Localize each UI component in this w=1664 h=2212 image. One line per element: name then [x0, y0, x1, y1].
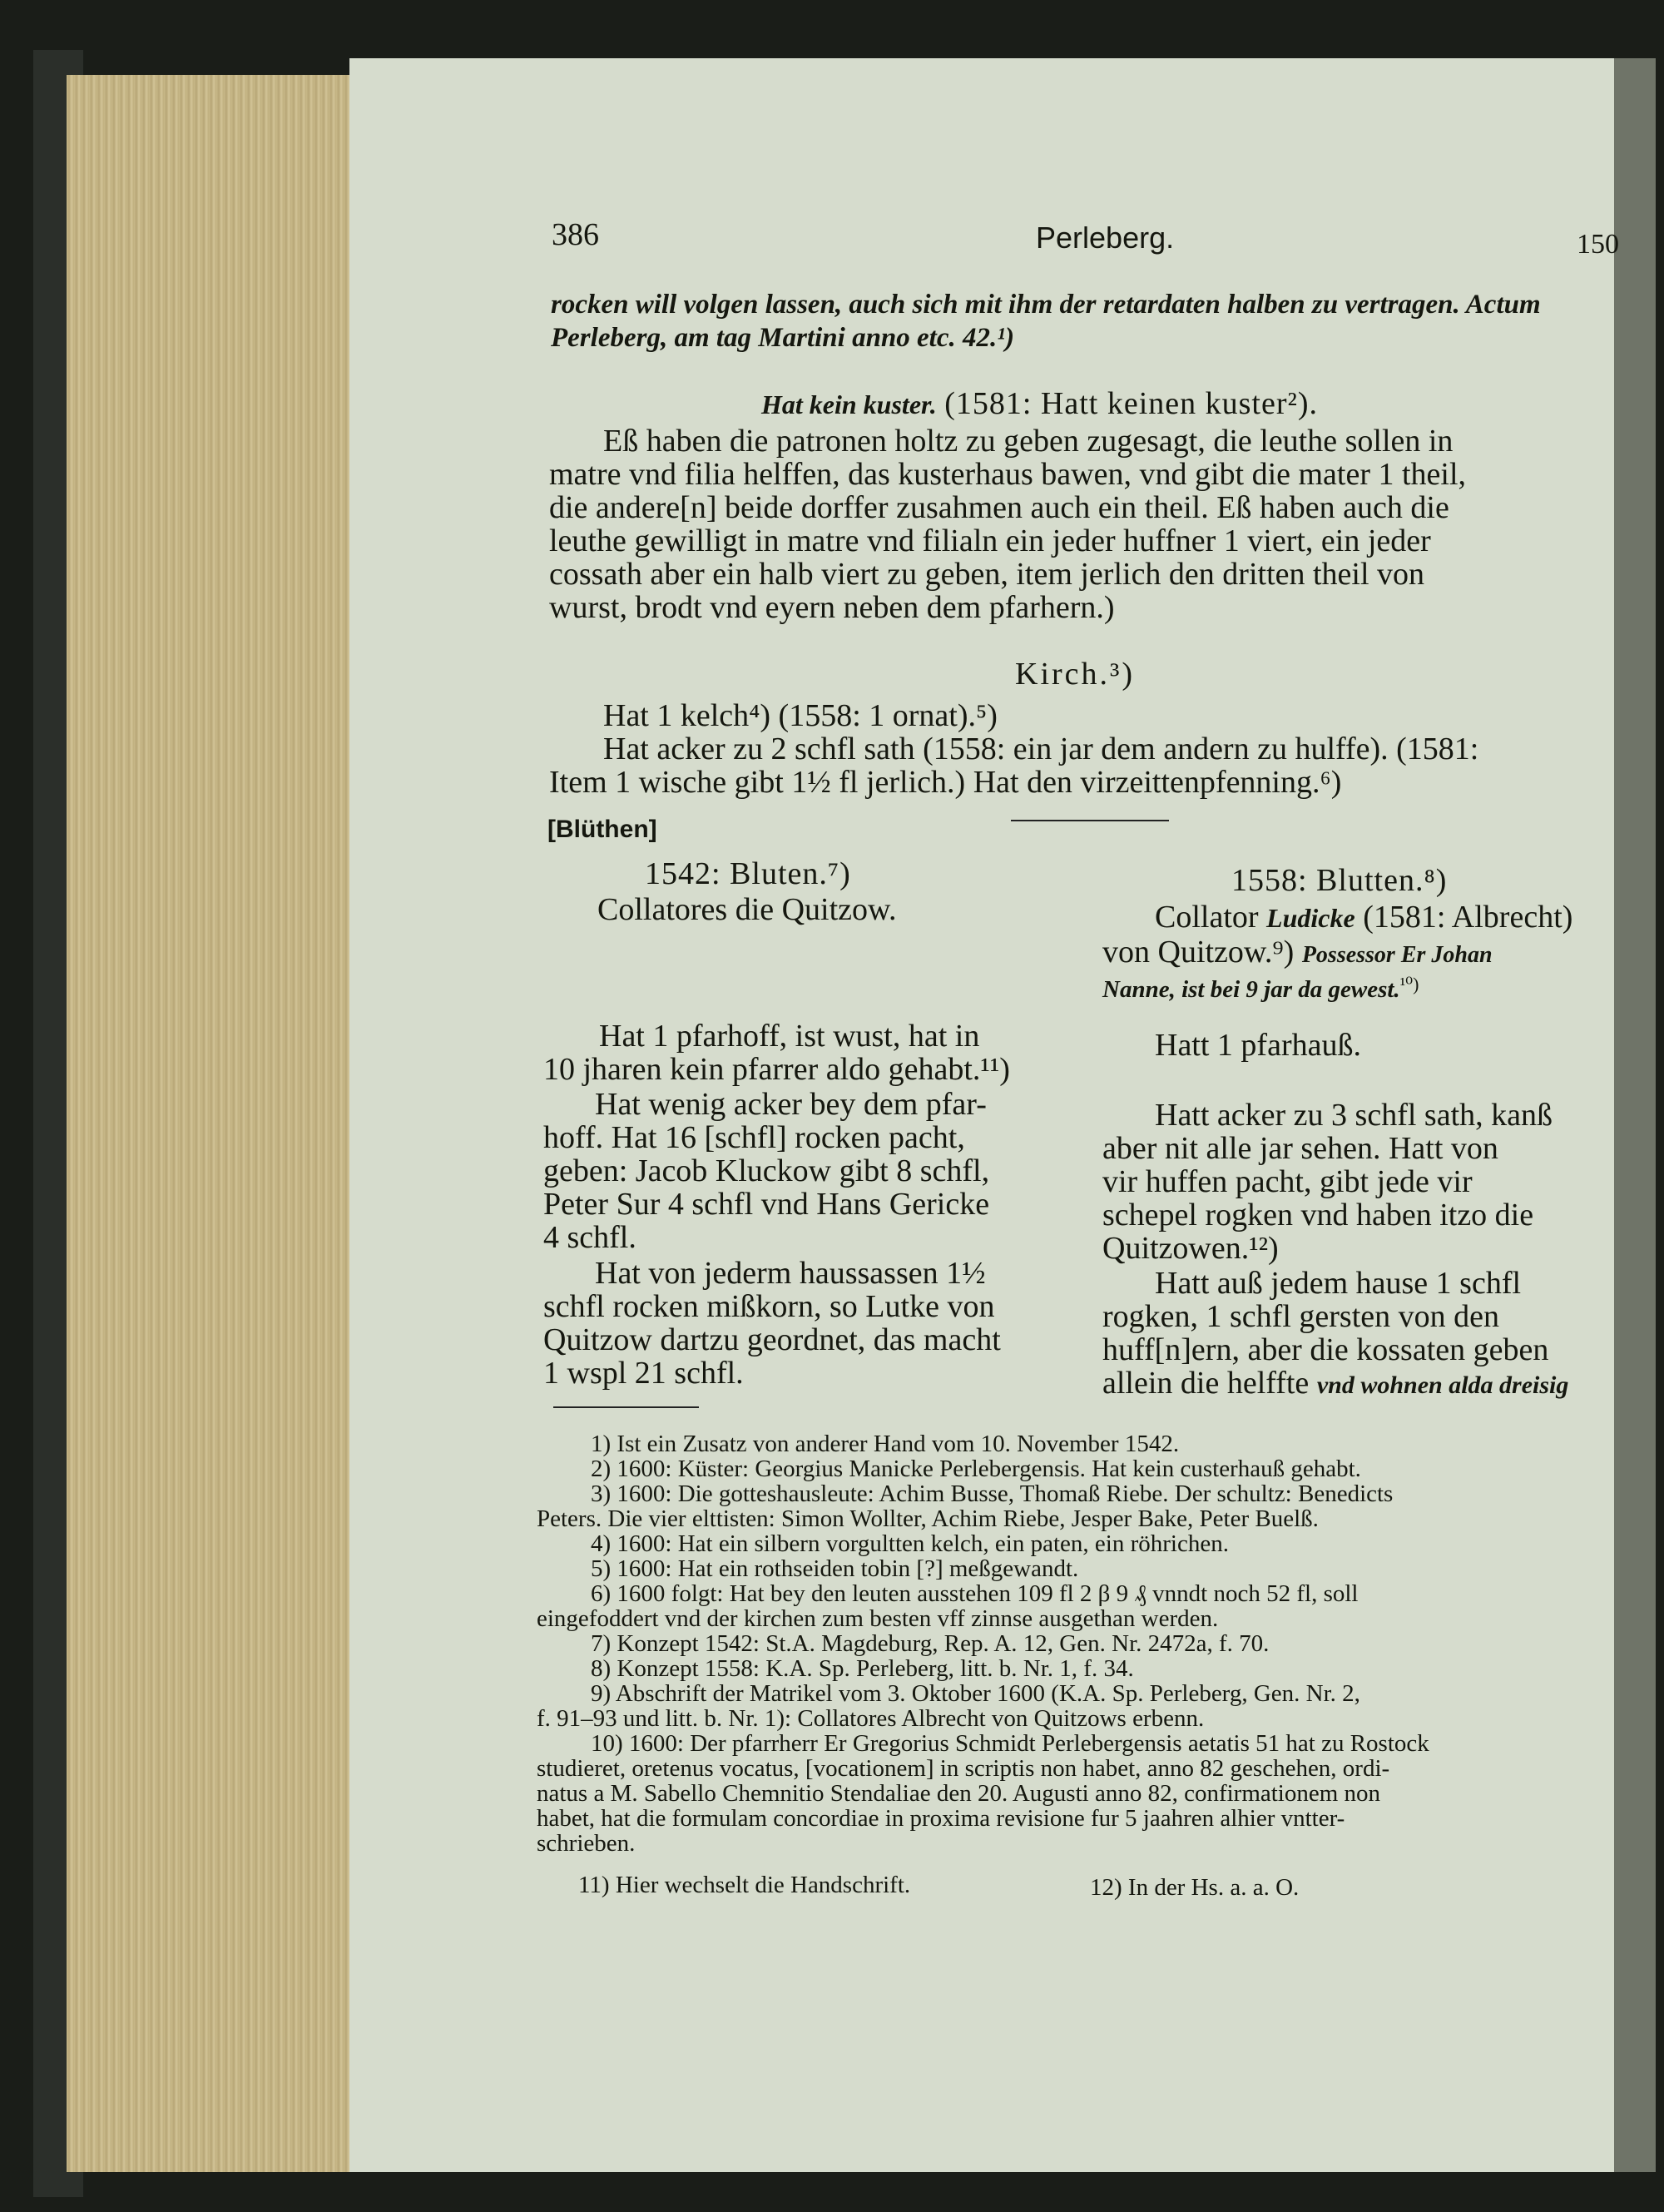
left-col-line: 10 jharen kein pfarrer aldo gehabt.¹¹) [543, 1052, 1010, 1087]
collator-label: Collator [1155, 900, 1259, 935]
left-col-line: Hat wenig acker bey dem pfar- [595, 1087, 987, 1122]
left-col-line: Hat 1 pfarhoff, ist wust, hat in [599, 1019, 980, 1054]
left-col-line: schfl rocken mißkorn, so Lutke von [543, 1289, 995, 1324]
kuster-line: leuthe gewilligt in matre vnd filialn ein jeder huffner 1 viert, ein jeder [549, 523, 1431, 558]
kirch-line: Hat 1 kelch⁴) (1558: 1 ornat).⁵) [603, 698, 998, 733]
right-col-heading: 1558: Blutten.⁸) [1231, 863, 1448, 898]
left-col-line: Peter Sur 4 schfl vnd Hans Gericke [543, 1187, 990, 1222]
collator-note: (1581: Albrecht) [1363, 900, 1573, 935]
kirch-line: Item 1 wische gibt 1½ fl jerlich.) Hat den virzeittenpfenning.⁶) [549, 765, 1342, 800]
footnote: 8) Konzept 1558: K.A. Sp. Perleberg, litt. b. Nr. 1, f. 34. [591, 1655, 1134, 1682]
right-col-line: Hatt 1 pfarhauß. [1155, 1028, 1361, 1063]
footnote: natus a M. Sabello Chemnitio Stendaliae den 20. Augusti anno 82, confirmationem non [537, 1780, 1381, 1807]
footnote: studieret, oretenus vocatus, [vocationem] in scriptis non habet, anno 82 geschehen, ordi- [537, 1755, 1390, 1782]
left-col-collator: Collatores die Quitzow. [597, 892, 897, 927]
kuster-heading-italic: Hat kein kuster. [761, 389, 937, 419]
footnote: 5) 1600: Hat ein rothseiden tobin [?] meßgewandt. [591, 1555, 1079, 1582]
right-col-line: aber nit alle jar sehen. Hatt von [1102, 1131, 1498, 1166]
footnote: 1) Ist ein Zusatz von anderer Hand vom 10. November 1542. [591, 1431, 1180, 1457]
right-col-collator-2 [1102, 935, 1493, 972]
intro-line: rocken will volgen lassen, auch sich mit ihm der retardaten halben zu vertragen. Actum [551, 290, 1541, 320]
kuster-heading [761, 385, 1318, 422]
page-number: 386 [552, 217, 599, 252]
collator-line2: von Quitzow.⁹) [1102, 935, 1295, 970]
possessor-text: Possessor Er Johan [1301, 942, 1493, 968]
footnote-11: 11) Hier wechselt die Handschrift. [578, 1872, 911, 1898]
footnote: f. 91–93 und litt. b. Nr. 1): Collatores Albrecht von Quitzows erbenn. [537, 1705, 1205, 1732]
footnote: 9) Abschrift der Matrikel vom 3. Oktober 1600 (K.A. Sp. Perleberg, Gen. Nr. 2, [591, 1680, 1360, 1707]
left-col-line: geben: Jacob Kluckow gibt 8 schfl, [543, 1153, 990, 1188]
kuster-line: cossath aber ein halb viert zu geben, item jerlich den dritten theil von [549, 557, 1425, 592]
possessor-text-cont: Nanne, ist bei 9 jar da gewest. [1102, 976, 1400, 1003]
left-col-line: hoff. Hat 16 [schfl] rocken pacht, [543, 1120, 965, 1155]
right-col-line: Hatt acker zu 3 schfl sath, kanß [1155, 1098, 1553, 1133]
left-col-heading: 1542: Bluten.⁷) [645, 856, 851, 891]
running-title: Perleberg. [1036, 221, 1175, 255]
folio-number: 150 [1577, 229, 1619, 260]
kuster-line: wurst, brodt vnd eyern neben dem pfarhern.) [549, 590, 1115, 625]
intro-line: Perleberg, am tag Martini anno etc. 42.¹) [551, 323, 1015, 353]
right-col-line: vir huffen pacht, gibt jede vir [1102, 1164, 1473, 1199]
right-col-line: Hatt auß jedem hause 1 schfl [1155, 1266, 1522, 1301]
right-col-line: schepel rogken vnd haben itzo die [1102, 1198, 1534, 1232]
footnote: 4) 1600: Hat ein silbern vorgultten kelch, ein paten, ein röhrichen. [591, 1530, 1229, 1557]
footnote: 7) Konzept 1542: St.A. Magdeburg, Rep. A. 12, Gen. Nr. 2472a, f. 70. [591, 1630, 1270, 1657]
footnote: habet, hat die formulam concordiae in proxima revisione fur 5 jaahren alhier vntter- [537, 1805, 1345, 1832]
kuster-heading-rest: (1581: Hatt keinen kuster²). [944, 386, 1319, 421]
kuster-line: die andere[n] beide dorffer zusahmen auch ein theil. Eß haben auch die [549, 490, 1449, 525]
facing-page-edge [1614, 58, 1656, 2172]
bluethen-heading: [Blüthen] [547, 816, 657, 843]
left-col-line: Quitzow dartzu geordnet, das macht [543, 1322, 1001, 1357]
right-col-collator [1155, 900, 1572, 935]
right-col-line: rogken, 1 schfl gersten von den [1102, 1299, 1499, 1334]
section-divider [1011, 820, 1169, 821]
footnote: 2) 1600: Küster: Georgius Manicke Perlebergensis. Hat kein custerhauß gehabt. [591, 1456, 1361, 1482]
left-col-line: 4 schfl. [543, 1220, 636, 1255]
kuster-line: matre vnd filia helffen, das kusterhaus bawen, vnd gibt die mater 1 theil, [549, 457, 1467, 492]
footnote: 10) 1600: Der pfarrherr Er Gregorius Schmidt Perlebergensis aetatis 51 hat zu Rostock [591, 1730, 1429, 1757]
right-col-last-italic: vnd wohnen alda dreisig [1316, 1371, 1569, 1399]
kirch-heading: Kirch.³) [1015, 657, 1136, 692]
footnote: eingefoddert vnd der kirchen zum besten vff zinnse ausgethan werden. [537, 1605, 1219, 1632]
right-col-last-plain: allein die helffte [1102, 1366, 1310, 1401]
left-col-line: 1 wspl 21 schfl. [543, 1356, 744, 1391]
kuster-line: Eß haben die patronen holtz zu geben zugesagt, die leuthe sollen in [603, 424, 1454, 459]
footnote-ref: ¹⁰) [1399, 974, 1419, 994]
right-col-line: huff[n]ern, aber die kossaten geben [1102, 1332, 1549, 1367]
left-col-line: Hat von jederm haussassen 1½ [595, 1256, 986, 1291]
right-col-line: Quitzowen.¹²) [1102, 1231, 1279, 1266]
page-edges [67, 75, 349, 2172]
footnote: 3) 1600: Die gotteshausleute: Achim Busse, Thomaß Riebe. Der schultz: Benedicts [591, 1480, 1394, 1507]
footnote: schrieben. [537, 1830, 636, 1857]
footnote: 6) 1600 folgt: Hat bey den leuten ausstehen 109 fl 2 β 9 ₰ vnndt noch 52 fl, soll [591, 1580, 1359, 1607]
collator-name: Ludicke [1266, 903, 1355, 933]
footnote-divider [553, 1406, 699, 1408]
right-col-collator-3 [1102, 974, 1419, 1004]
book-page [349, 58, 1619, 2172]
kirch-line: Hat acker zu 2 schfl sath (1558: ein jar dem andern zu hulffe). (1581: [603, 732, 1479, 766]
footnote: Peters. Die vier elttisten: Simon Wollter, Achim Riebe, Jesper Bake, Peter Buelß. [537, 1505, 1319, 1532]
right-col-last-line [1102, 1366, 1568, 1402]
footnote-12: 12) In der Hs. a. a. O. [1090, 1874, 1300, 1901]
